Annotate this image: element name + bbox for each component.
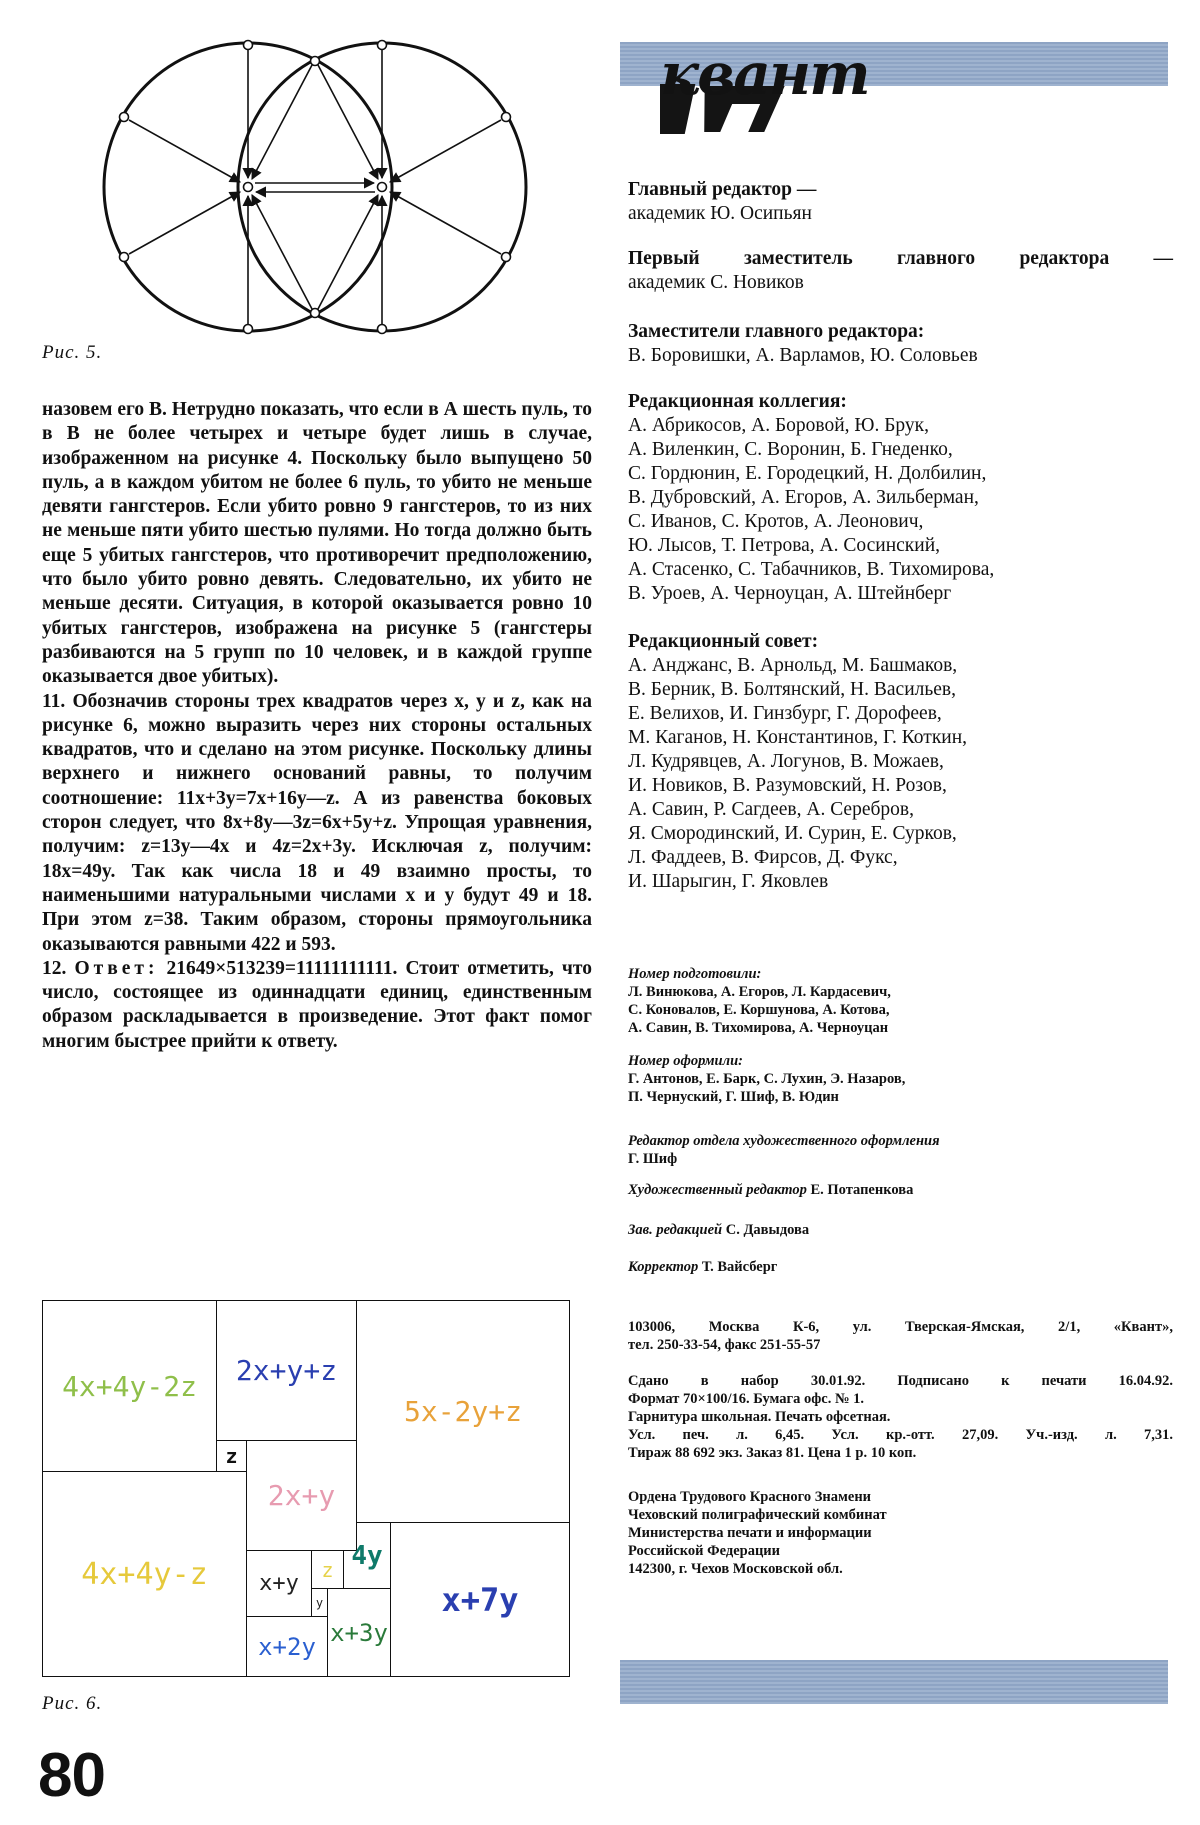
paragraph-11 <box>42 690 592 957</box>
label-i: 4y <box>351 1540 383 1571</box>
board-line: С. Гордюнин, Е. Городецкий, Н. Долбилин, <box>628 463 987 484</box>
figure-5-caption: Рис. 5. <box>42 342 103 363</box>
council-line: И. Шарыгин, Г. Яковлев <box>628 871 829 892</box>
head-of-office <box>628 1221 1173 1239</box>
print-line: Формат 70×100/16. Бумага офс. № 1. <box>628 1391 865 1407</box>
first-deputy <box>628 247 1173 295</box>
problem-number-12: 12. <box>42 957 67 979</box>
art-dept-title: Редактор отдела художественного оформления <box>628 1133 940 1149</box>
head-title: Зав. редакцией <box>628 1222 723 1238</box>
board-title: Редакционная коллегия: <box>628 391 847 412</box>
board-line: Ю. Лысов, Т. Петрова, А. Сосинский, <box>628 535 941 556</box>
paragraph-12 <box>42 957 592 1054</box>
head-name: С. Давыдова <box>725 1222 810 1238</box>
label-g: x+y <box>259 1571 299 1596</box>
prepared-line: С. Коновалов, Е. Коршунова, А. Котова, <box>628 1002 890 1018</box>
council-line: М. Каганов, Н. Константинов, Г. Коткин, <box>628 727 968 748</box>
art-editor-name: Е. Потапенкова <box>810 1182 914 1198</box>
chief-editor-title: Главный редактор — <box>628 179 817 200</box>
label-d: z <box>225 1444 238 1468</box>
address-line: 103006, Москва К-6, ул. Тверская-Ямская, 2/1, «Квант», <box>628 1319 1173 1335</box>
designed-line: Г. Антонов, Е. Барк, С. Лухин, Э. Назаров, <box>628 1071 906 1087</box>
designed-title: Номер оформили: <box>628 1053 743 1069</box>
square-d <box>217 1441 247 1472</box>
deputies <box>628 320 1173 368</box>
printer-line: Ордена Трудового Красного Знамени <box>628 1489 872 1505</box>
council-line: А. Анджанс, В. Арнольд, М. Башмаков, <box>628 655 958 676</box>
answer-value: 21649×513239=11111111111. <box>166 957 398 979</box>
printer-line: Министерства печати и информации <box>628 1525 872 1541</box>
label-h: z <box>321 1557 334 1582</box>
council-line: Е. Велихов, И. Гинзбург, Г. Дорофеев, <box>628 703 942 724</box>
label-l: x+2y <box>258 1632 316 1661</box>
designed-by <box>628 1052 1173 1106</box>
address <box>628 1318 1173 1354</box>
board-line: В. Дубровский, А. Егоров, А. Зильберман, <box>628 487 979 508</box>
deputies-title: Заместители главного редактора: <box>628 321 925 342</box>
square-j <box>312 1589 328 1617</box>
chief-editor <box>628 178 1173 226</box>
art-editor-title: Художественный редактор <box>628 1182 807 1198</box>
prepared-line: А. Савин, В. Тихомирова, А. Черноуцан <box>628 1020 889 1036</box>
problem-number-11: 11. <box>42 690 66 712</box>
square-l <box>247 1617 328 1676</box>
deputies-names: В. Боровишки, А. Варламов, Ю. Соловьев <box>628 345 978 366</box>
paragraph-gangsters: назовем его В. Нетрудно показать, что если в А шесть пуль, то в В не более четырех и четыре будет лишь в случае, изображенном на рисунке 4. Поскольку было выпущено 50 пуль, а в каждом убитом не более 6 пуль, то убито не меньше девяти гангстеров. Если убито ровно 9 гангстеров, то из них не меньше пяти убито шестью пулями. Но тогда должно быть еще 5 убитых гангстеров, что противоречит предположению, что было убито ровно девять. Следовательно, их убито не меньше десяти. Ситуация, в которой оказывается ровно 10 убитых гангстеров, изображена на рисунке 5 (гангстеры разбиваются на 5 групп по 10 человек, и в каждой группе оказывается двое убитых). <box>42 399 592 688</box>
print-line: Усл. печ. л. 6,45. Усл. кр.-отт. 27,09. Уч.-изд. л. 7,31. <box>628 1427 1173 1443</box>
board-line: А. Стасенко, С. Табачников, В. Тихомирова, <box>628 559 995 580</box>
print-line: Гарнитура школьная. Печать офсетная. <box>628 1409 891 1425</box>
square-f <box>43 1472 247 1676</box>
corrector-name: Т. Вайсберг <box>701 1259 778 1275</box>
label-f: 4x+4y-z <box>81 1556 208 1592</box>
print-line: Сдано в набор 30.01.92. Подписано к печати 16.04.92. <box>628 1373 1173 1389</box>
board-line: В. Уроев, А. Черноуцан, А. Штейнберг <box>628 583 952 604</box>
art-editor <box>628 1181 1173 1199</box>
square-h <box>312 1551 344 1589</box>
prepared-by <box>628 965 1173 1037</box>
print-line: Тираж 88 692 экз. Заказ 81. Цена 1 р. 10 коп. <box>628 1445 917 1461</box>
first-deputy-name: академик С. Новиков <box>628 272 804 293</box>
square-g <box>247 1551 312 1617</box>
print-details <box>628 1372 1173 1462</box>
square-b <box>217 1301 357 1441</box>
prepared-title: Номер подготовили: <box>628 966 762 982</box>
square-m <box>328 1589 391 1676</box>
figure-6-caption: Рис. 6. <box>42 1693 103 1714</box>
figure-5 <box>95 35 535 335</box>
solution-text <box>42 398 592 1054</box>
printer-line: Российской Федерации <box>628 1543 781 1559</box>
square-a <box>43 1301 217 1472</box>
address-line: тел. 250-33-54, факс 251-55-57 <box>628 1337 821 1353</box>
logo-text: квант <box>660 40 869 108</box>
printer-line: 142300, г. Чехов Московской обл. <box>628 1561 843 1577</box>
board-line: С. Иванов, С. Кротов, А. Леонович, <box>628 511 924 532</box>
board-line: А. Абрикосов, А. Боровой, Ю. Брук, <box>628 415 929 436</box>
council-line: Л. Кудрявцев, А. Логунов, В. Можаев, <box>628 751 944 772</box>
corrector <box>628 1258 1173 1276</box>
designed-line: П. Чернуский, Г. Шиф, В. Юдин <box>628 1089 839 1105</box>
page-number: 80 <box>38 1741 105 1810</box>
council-line: И. Новиков, В. Разумовский, Н. Розов, <box>628 775 947 796</box>
label-e: 2x+y <box>267 1479 336 1512</box>
square-i <box>344 1523 391 1589</box>
corrector-title: Корректор <box>628 1259 699 1275</box>
printer-line: Чеховский полиграфический комбинат <box>628 1507 887 1523</box>
square-e <box>247 1441 357 1551</box>
editorial-board <box>628 390 1173 606</box>
square-k <box>391 1523 569 1676</box>
first-deputy-title: Первый заместитель главного редактора — <box>628 248 1173 269</box>
art-dept-editor <box>628 1132 1173 1168</box>
label-j: y <box>315 1595 324 1610</box>
square-c <box>357 1301 569 1523</box>
paragraph-11-text: Обозначив стороны трех квадратов через x, y и z, как на рисунке 6, можно выразить через них стороны остальных квадратов, что и сделано на этом рисунке. Поскольку длины верхнего и нижнего оснований равны, то получим соотношение: 11x+3y=7x+16y—z. А из равенства боковых сторон следует, что 8x+8y—3z=6x+5y+z. Упрощая уравнения, получим: z=13y—4x и 4z=2x+3y. Исключая z, получим: 18x=49y. Так как числа 18 и 49 взаимно просты, то наименьшими натуральными числами x и y будут 49 и 18. При этом z=38. Таким образом, стороны прямоугольника оказываются равными 422 и 593. <box>42 690 592 955</box>
council-line: Л. Фаддеев, В. Фирсов, Д. Фукс, <box>628 847 898 868</box>
label-k: x+7y <box>441 1580 519 1619</box>
label-b: 2x+y+z <box>235 1354 338 1387</box>
label-a: 4x+4y-2z <box>62 1369 197 1403</box>
council-title: Редакционный совет: <box>628 631 819 652</box>
label-c: 5x-2y+z <box>403 1395 522 1428</box>
label-m: x+3y <box>330 1618 388 1647</box>
council-line: А. Савин, Р. Сагдеев, А. Серебров, <box>628 799 914 820</box>
board-line: А. Виленкин, С. Воронин, Б. Гнеденко, <box>628 439 953 460</box>
chief-editor-name: академик Ю. Осипьян <box>628 203 812 224</box>
paragraph-12-text: Стоит отметить, что число, состоящее из одиннадцати единиц, единственным образом раскладывается в произведение. Этот факт помог многим быстрее прийти к ответу. <box>42 957 592 1052</box>
bottom-band <box>620 1660 1168 1704</box>
prepared-line: Л. Винюкова, А. Егоров, Л. Кардасевич, <box>628 984 891 1000</box>
art-dept-name: Г. Шиф <box>628 1151 678 1167</box>
printer <box>628 1488 1173 1578</box>
answer-label: Ответ: <box>74 957 159 979</box>
council-line: В. Берник, В. Болтянский, Н. Васильев, <box>628 679 956 700</box>
figure-6 <box>42 1300 570 1677</box>
council-line: Я. Смородинский, И. Сурин, Е. Сурков, <box>628 823 957 844</box>
editorial-council <box>628 630 1173 894</box>
